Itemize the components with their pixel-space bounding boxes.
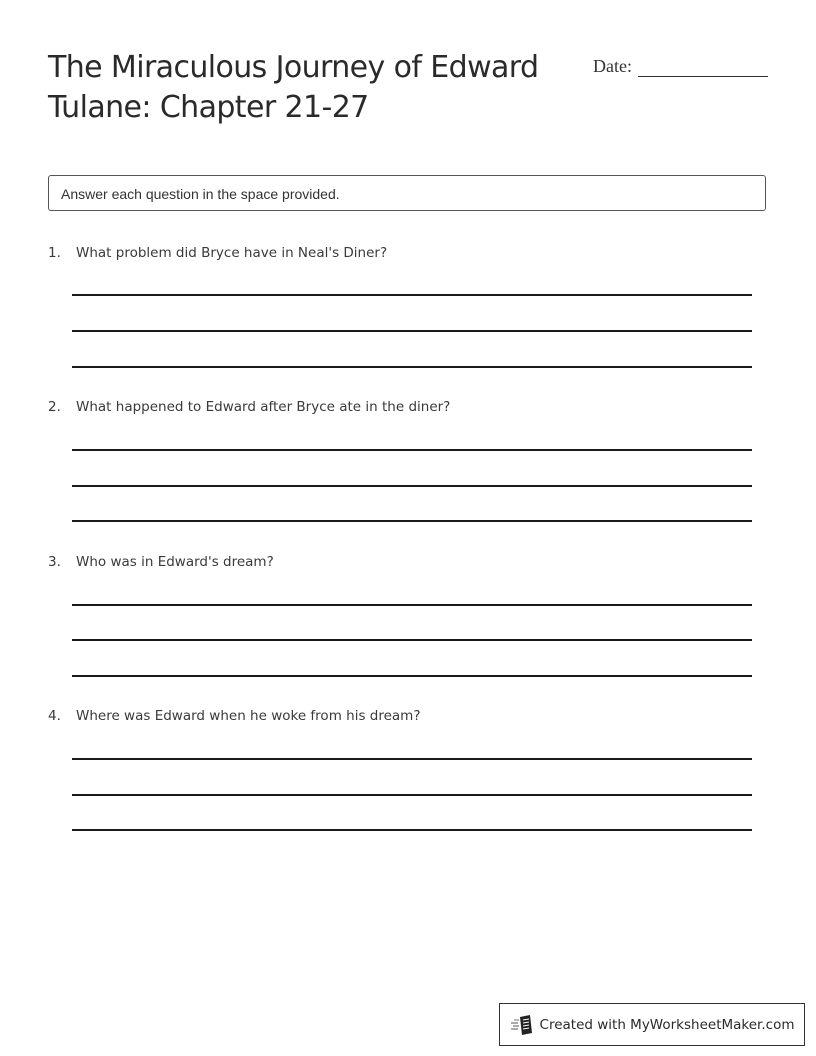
answer-line[interactable]: [72, 485, 752, 487]
answer-line[interactable]: [72, 449, 752, 451]
question-text: What happened to Edward after Bryce ate in the diner?: [76, 399, 451, 415]
question-2: [48, 397, 768, 417]
question-text: What problem did Bryce have in Neal's Diner?: [76, 245, 388, 261]
question-number: 3.: [48, 554, 61, 570]
answer-line[interactable]: [72, 294, 752, 296]
answer-line[interactable]: [72, 758, 752, 760]
question-number: 1.: [48, 245, 61, 261]
footer-text: Created with MyWorksheetMaker.com: [539, 1016, 795, 1033]
question-number: 2.: [48, 399, 61, 415]
answer-line[interactable]: [72, 330, 752, 332]
date-input-line[interactable]: [638, 52, 768, 77]
question-text: Who was in Edward's dream?: [76, 554, 274, 570]
answer-line[interactable]: [72, 639, 752, 641]
date-label: Date:: [593, 56, 632, 76]
date-field: [593, 52, 768, 77]
answer-line[interactable]: [72, 604, 752, 606]
instructions-box: Answer each question in the space provided.: [48, 175, 766, 211]
footer-credit[interactable]: [499, 1003, 805, 1046]
question-3: [48, 552, 768, 572]
answer-line[interactable]: [72, 366, 752, 368]
answer-line[interactable]: [72, 520, 752, 522]
answer-line[interactable]: [72, 794, 752, 796]
answer-line[interactable]: [72, 829, 752, 831]
question-text: Where was Edward when he woke from his dream?: [76, 708, 421, 724]
question-1: [48, 243, 768, 263]
worksheet-title: The Miraculous Journey of Edward Tulane: Chapter 21-27: [48, 50, 539, 125]
question-4: [48, 706, 768, 726]
worksheet-maker-logo-icon: [510, 1014, 534, 1036]
question-number: 4.: [48, 708, 61, 724]
answer-line[interactable]: [72, 675, 752, 677]
